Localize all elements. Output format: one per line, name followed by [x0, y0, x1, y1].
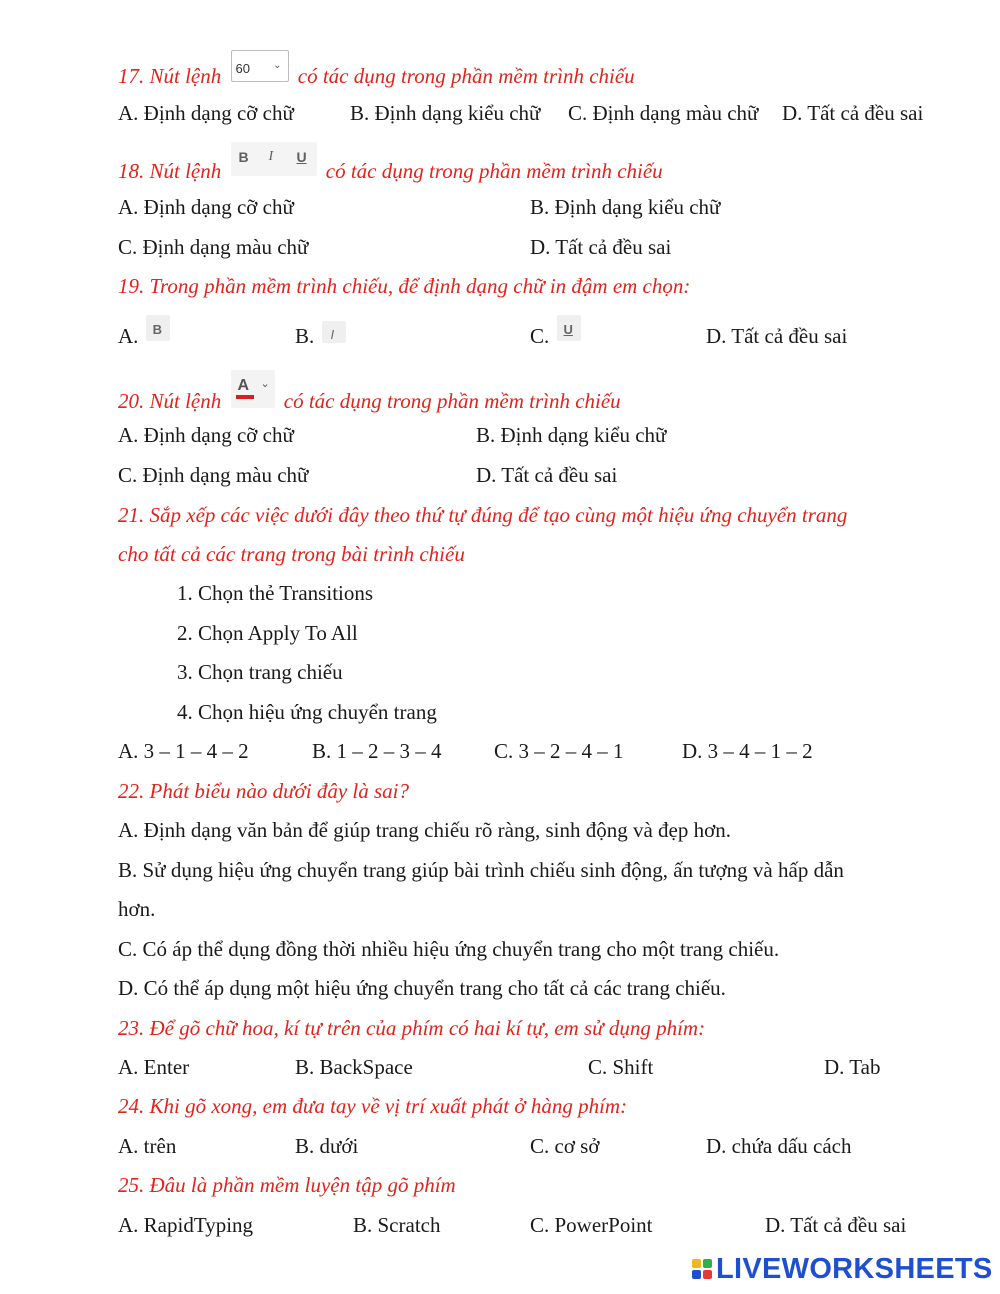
font-color-icon [231, 370, 275, 408]
dropdown-arrow-icon: ⌄ [273, 60, 282, 71]
underline-letter: U [563, 322, 573, 338]
font-size-value: 60 [235, 61, 250, 76]
q22-option-b[interactable]: B. Sử dụng hiệu ứng chuyển trang giúp bài trình chiếu sinh động, ấn tượng và hấp dẫn [118, 858, 844, 882]
font-size-box-icon [231, 50, 289, 82]
q19-option-a[interactable] [118, 324, 170, 351]
q25-option-c[interactable]: C. PowerPoint [530, 1213, 653, 1237]
liveworksheets-logo[interactable] [692, 1252, 993, 1286]
q19-option-c-label: C. [530, 324, 550, 348]
q24-option-c[interactable]: C. cơ sở [530, 1134, 600, 1158]
question-21-line2: cho tất cả các trang trong bài trình chiếu [118, 542, 465, 566]
logo-text: LIVEWORKSHEETS [716, 1252, 993, 1285]
q21-step: 2. Chọn Apply To All [177, 621, 358, 645]
q18-option-a[interactable]: A. Định dạng cỡ chữ [118, 195, 294, 219]
q19-option-b-label: B. [295, 324, 315, 348]
question-18-prefix: 18. Nút lệnh [118, 158, 222, 183]
question-25: 25. Đâu là phần mềm luyện tập gõ phím [118, 1173, 456, 1197]
q20-option-a[interactable]: A. Định dạng cỡ chữ [118, 423, 294, 447]
question-17-prefix: 17. Nút lệnh [118, 63, 222, 88]
question-20-suffix: có tác dụng trong phần mềm trình chiếu [283, 388, 621, 413]
q19-option-a-label: A. [118, 324, 139, 348]
italic-button-icon [322, 321, 346, 343]
bold-letter: B [152, 322, 163, 338]
italic-icon: I [268, 149, 274, 164]
q22-option-b-cont[interactable]: hơn. [118, 897, 156, 921]
question-19: 19. Trong phần mềm trình chiếu, để định dạng chữ in đậm em chọn: [118, 274, 691, 298]
question-21-line1: 21. Sắp xếp các việc dưới đây theo thứ tự đúng để tạo cùng một hiệu ứng chuyển trang [118, 503, 848, 527]
question-24: 24. Khi gõ xong, em đưa tay về vị trí xuất phát ở hàng phím: [118, 1094, 628, 1118]
font-color-letter: A [237, 377, 250, 394]
q21-step: 4. Chọn hiệu ứng chuyển trang [177, 700, 437, 724]
question-18 [118, 149, 663, 190]
liveworksheets-mark-icon [692, 1259, 712, 1279]
question-18-suffix: có tác dụng trong phần mềm trình chiếu [325, 158, 663, 183]
question-20 [118, 377, 621, 422]
bold-button-icon [146, 315, 170, 341]
q17-option-d[interactable]: D. Tất cả đều sai [782, 101, 924, 125]
q23-option-c[interactable]: C. Shift [588, 1055, 654, 1079]
q23-option-a[interactable]: A. Enter [118, 1055, 190, 1079]
q25-option-b[interactable]: B. Scratch [353, 1213, 441, 1237]
q22-option-d[interactable]: D. Có thể áp dụng một hiệu ứng chuyển trang cho tất cả các trang chiếu. [118, 976, 726, 1000]
q23-option-d[interactable]: D. Tab [824, 1055, 881, 1079]
italic-letter: I [330, 327, 335, 343]
question-20-prefix: 20. Nút lệnh [118, 388, 222, 413]
q19-option-d[interactable]: D. Tất cả đều sai [706, 324, 848, 348]
q25-option-a[interactable]: A. RapidTyping [118, 1213, 254, 1237]
dropdown-arrow-icon: ⌄ [260, 378, 270, 390]
q17-option-c[interactable]: C. Định dạng màu chữ [568, 101, 759, 125]
q18-option-c[interactable]: C. Định dạng màu chữ [118, 235, 309, 259]
q21-step: 3. Chọn trang chiếu [177, 660, 343, 684]
q17-option-a[interactable]: A. Định dạng cỡ chữ [118, 101, 294, 125]
q24-option-b[interactable]: B. dưới [295, 1134, 359, 1158]
bold-italic-underline-icon [231, 142, 317, 176]
q21-option-b[interactable]: B. 1 – 2 – 3 – 4 [312, 739, 442, 763]
q21-option-a[interactable]: A. 3 – 1 – 4 – 2 [118, 739, 249, 763]
bold-icon: B [238, 149, 249, 165]
q19-option-b[interactable] [295, 324, 346, 349]
question-17-suffix: có tác dụng trong phần mềm trình chiếu [297, 63, 635, 88]
q23-option-b[interactable]: B. BackSpace [295, 1055, 413, 1079]
q21-option-c[interactable]: C. 3 – 2 – 4 – 1 [494, 739, 624, 763]
question-17 [118, 62, 635, 94]
question-23: 23. Để gõ chữ hoa, kí tự trên của phím có hai kí tự, em sử dụng phím: [118, 1016, 706, 1040]
font-color-bar [236, 395, 254, 399]
q21-option-d[interactable]: D. 3 – 4 – 1 – 2 [682, 739, 813, 763]
q24-option-d[interactable]: D. chứa dấu cách [706, 1134, 852, 1158]
q22-option-c[interactable]: C. Có áp thể dụng đồng thời nhiều hiệu ứng chuyển trang cho một trang chiếu. [118, 937, 780, 961]
underline-icon: U [296, 149, 307, 165]
underline-button-icon [557, 315, 581, 341]
q20-option-d[interactable]: D. Tất cả đều sai [476, 463, 618, 487]
q17-option-b[interactable]: B. Định dạng kiểu chữ [350, 101, 541, 125]
q21-step: 1. Chọn thẻ Transitions [177, 581, 374, 605]
q20-option-c[interactable]: C. Định dạng màu chữ [118, 463, 309, 487]
q20-option-b[interactable]: B. Định dạng kiểu chữ [476, 423, 667, 447]
q25-option-d[interactable]: D. Tất cả đều sai [765, 1213, 907, 1237]
question-22: 22. Phát biểu nào dưới đây là sai? [118, 779, 409, 803]
q24-option-a[interactable]: A. trên [118, 1134, 177, 1158]
q19-option-c[interactable] [530, 324, 581, 351]
q22-option-a[interactable]: A. Định dạng văn bản để giúp trang chiếu rõ ràng, sinh động và đẹp hơn. [118, 818, 731, 842]
q18-option-d[interactable]: D. Tất cả đều sai [530, 235, 672, 259]
q18-option-b[interactable]: B. Định dạng kiểu chữ [530, 195, 721, 219]
